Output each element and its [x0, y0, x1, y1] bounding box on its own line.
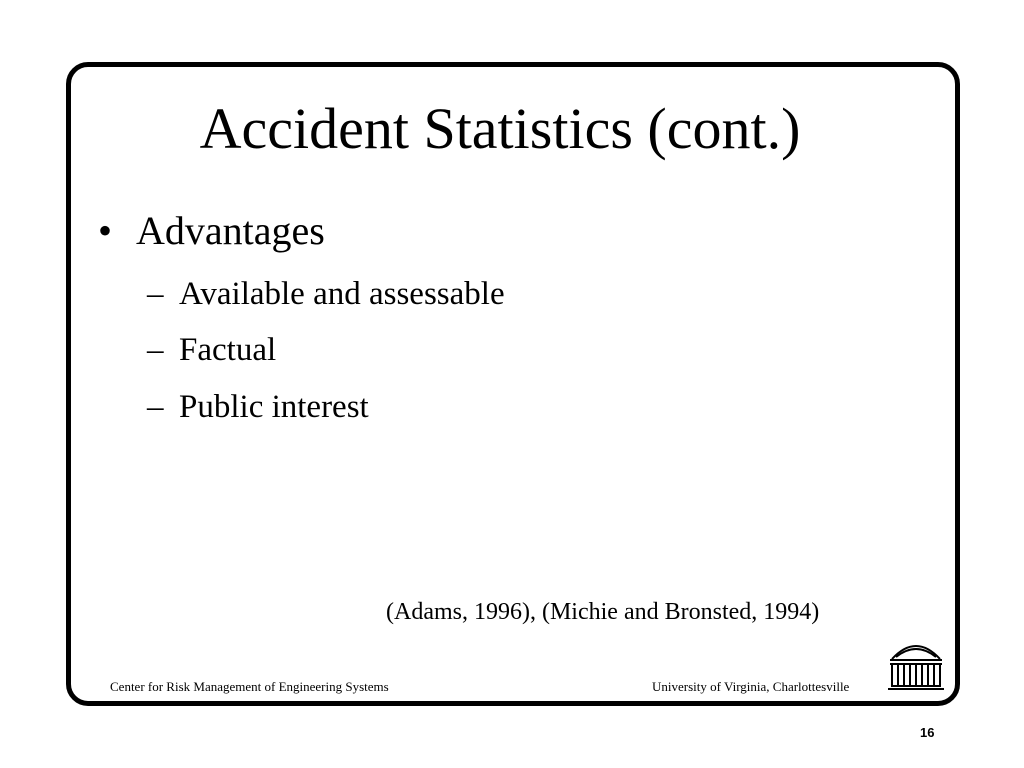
bullet-marker: •	[98, 208, 113, 253]
citation: (Adams, 1996), (Michie and Bronsted, 1994)	[386, 599, 820, 625]
footer-university: University of Virginia, Charlottesville	[652, 679, 850, 694]
footer-organization: Center for Risk Management of Engineering Systems	[110, 679, 389, 694]
subitem-factual	[147, 330, 276, 370]
slide-title: Accident Statistics (cont.)	[199, 96, 801, 161]
subitem-label: Factual	[179, 332, 277, 368]
rotunda-logo-icon	[886, 637, 946, 693]
subitem-label: Available and assessable	[179, 276, 505, 312]
subitem-label: Public interest	[179, 389, 369, 425]
subitem-dash: –	[147, 332, 164, 368]
bullet-advantages	[98, 206, 325, 256]
bullet-label: Advantages	[136, 208, 325, 253]
subitem-dash: –	[147, 389, 164, 425]
subitem-dash: –	[147, 276, 164, 312]
page-number: 16	[920, 725, 935, 740]
subitem-public-interest	[147, 387, 369, 427]
subitem-available	[147, 274, 505, 314]
